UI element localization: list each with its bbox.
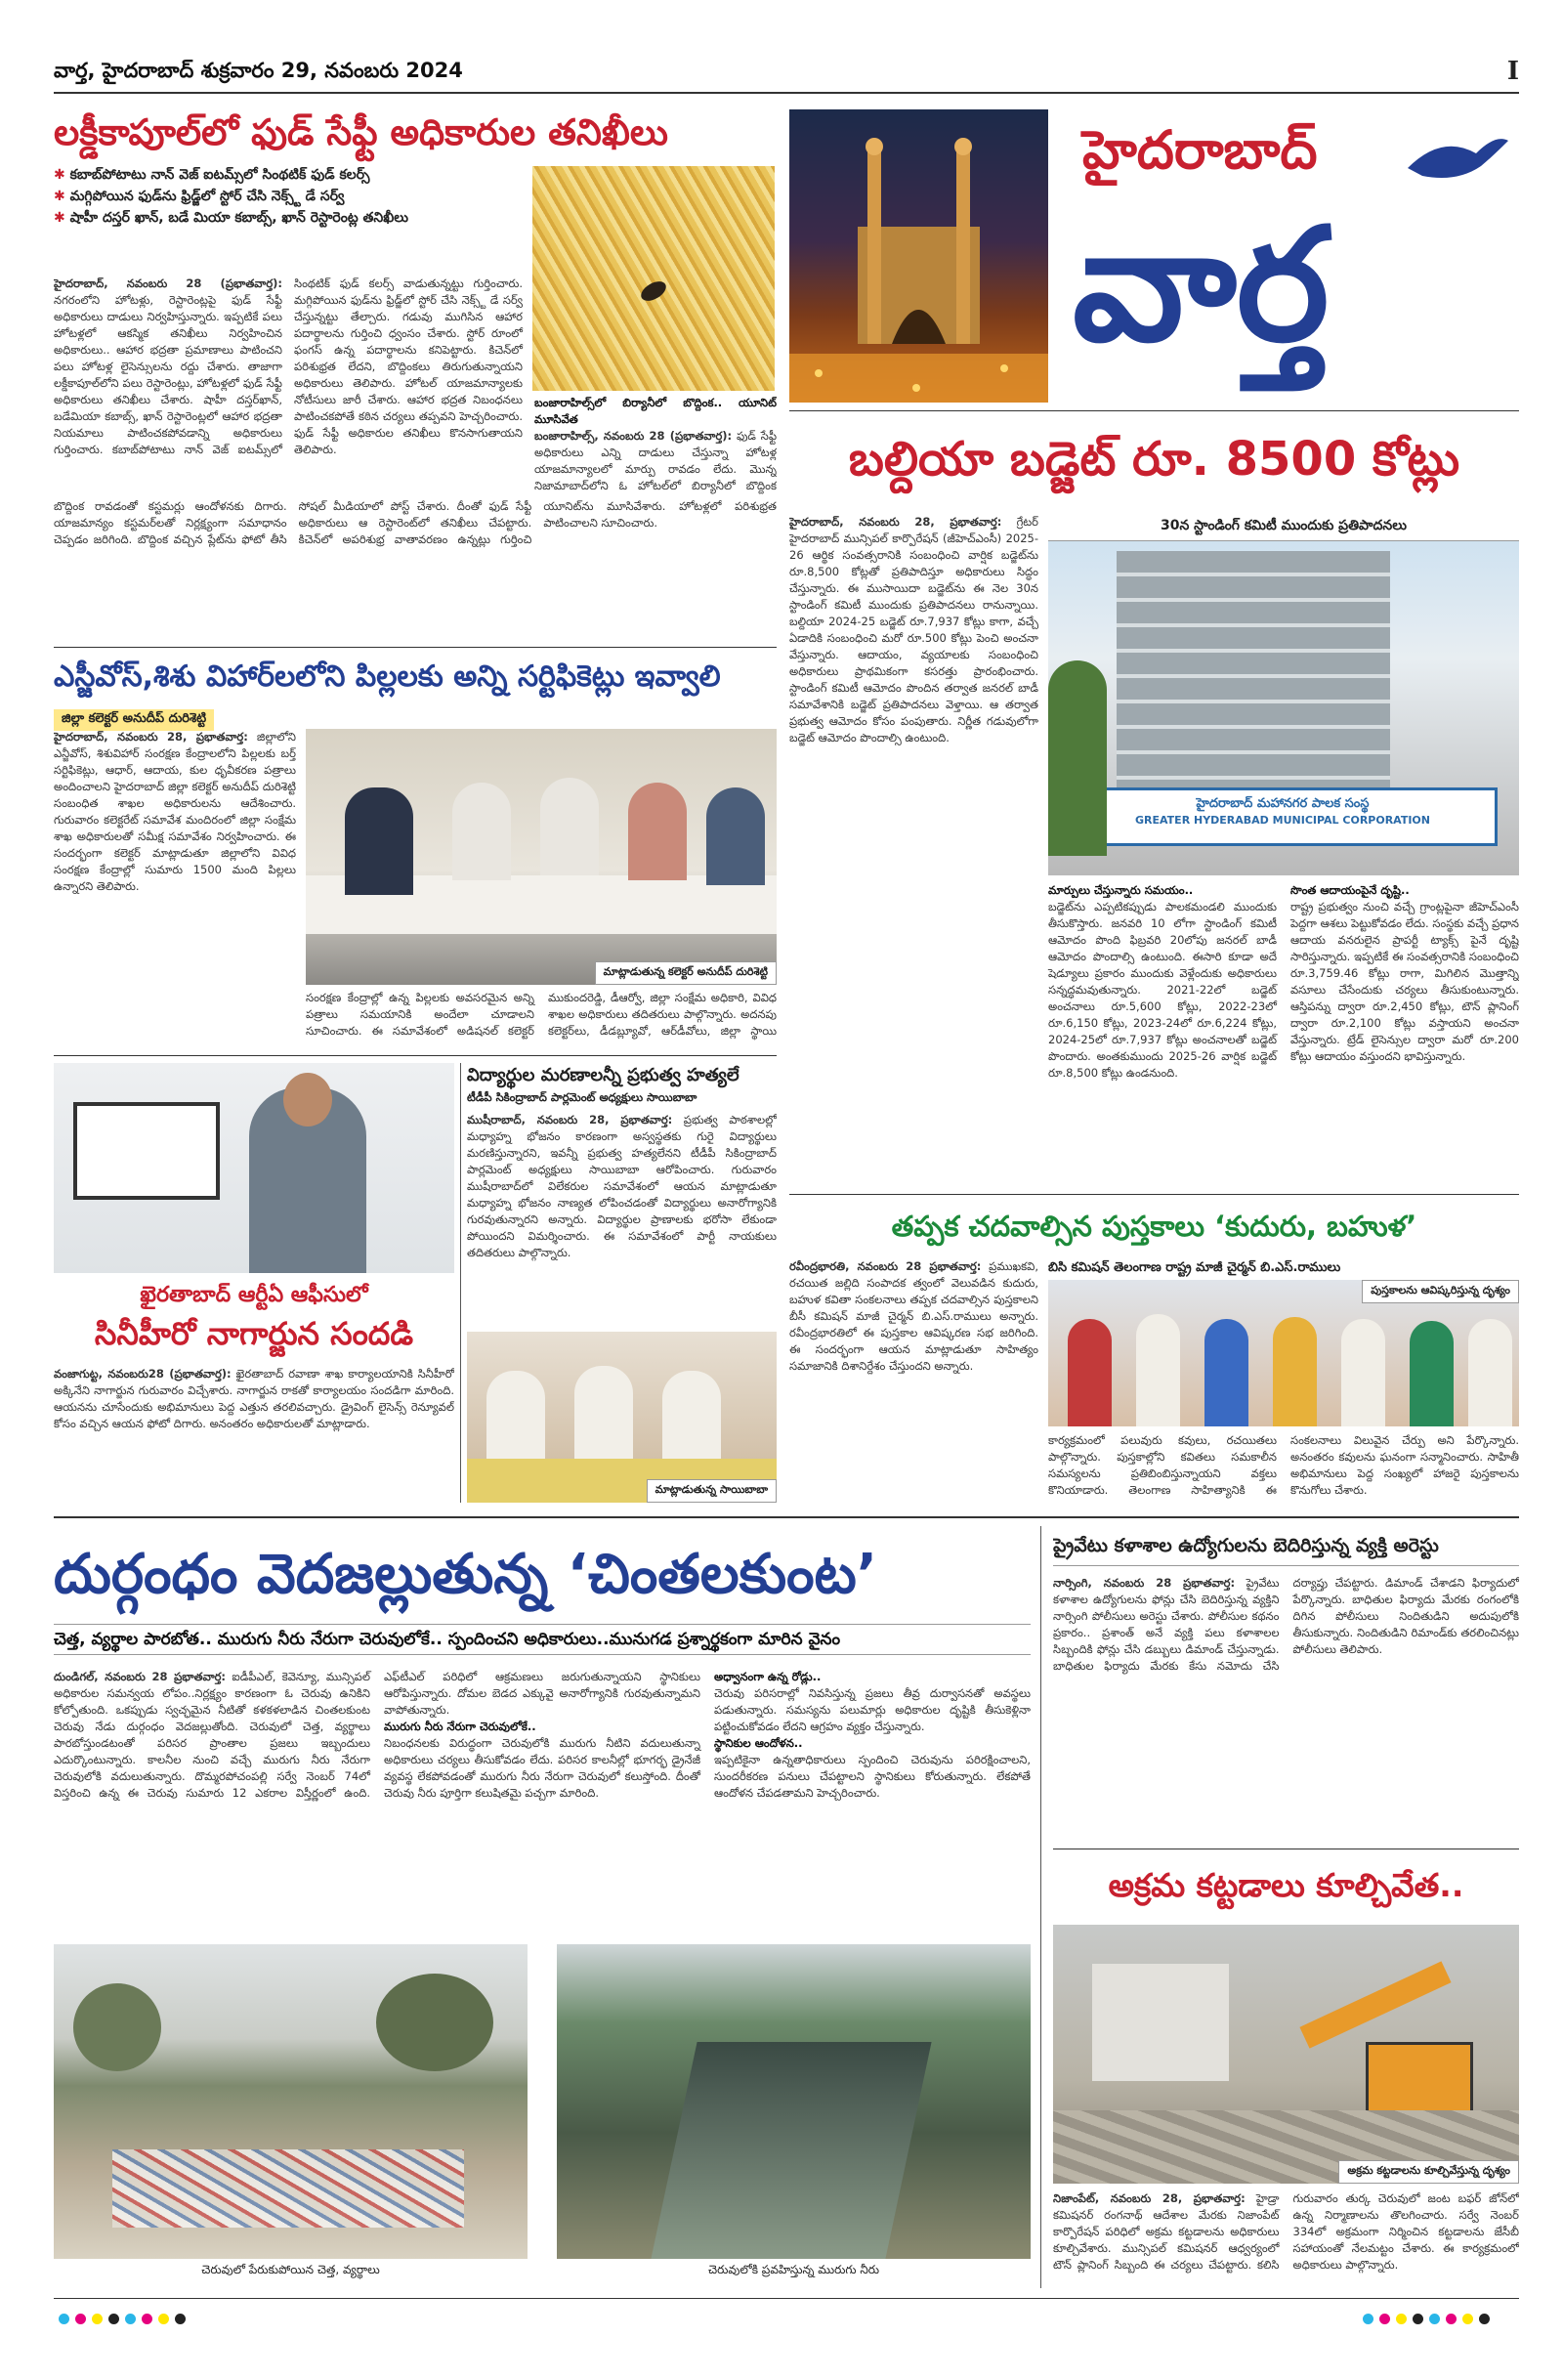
story-body: నిజాంపేట్, నవంబరు 28, ప్రభాతవార్త: హైడ్రా కమిషనర్ రంగనాథ్ ఆదేశాల మేరకు నిజాంపేట్ కార్పొరేషన్ పరిధిలో అక్రమ కట్టడాలను అధికారులు కూల్చివేశారు. మున్సిపల్ కమిషనర్ ఆధ్వర్యంలో టౌన్ ప్లానింగ్ సిబ్బంది ఈ చర్యలు చేపట్టారు. కలిసి గురువారం తుర్క చెరువులో జంట బఫర్ జోన్‌లో ఉన్న నిర్మాణాలను తొలగించారు. సర్వే నెంబర్ 334లో అక్రమంగా నిర్మించిన కట్టడాలను జేసీబీ సహాయంతో నేలమట్టం చేశారు. ఈ కార్యక్రమంలో అధికారులు పాల్గొన్నారు. [1053, 2191, 1519, 2272]
story-body: హైదరాబాద్, నవంబరు 28, ప్రభాతవార్త: జిల్లాలోని ఎన్జీవోస్, శిశువిహార్ సంరక్షణ కేంద్రాలలోని పిల్లలకు బర్త్ సర్టిఫికెట్లు, ఆధార్, ఆదాయ, కుల ధృవీకరణ పత్రాలు అందించాలని హైదరాబాద్ జిల్లా కలెక్టర్ అనుదీప్ దురిశెట్టి సంబంధిత శాఖల అధికారులను ఆదేశించారు. గురువారం కలెక్టరేట్ సమావేశ మందిరంలో జిల్లా సంక్షేమ శాఖ అధికారులతో సమీక్ష సమావేశం నిర్వహించారు. ఈ సందర్భంగా కలెక్టర్ మాట్లాడుతూ జిల్లాలోని వివిధ సంరక్షణ కేంద్రాల్లో సుమారు 1500 మంది పిల్లలు ఉన్నారని తెలిపారు. [54, 730, 296, 893]
headline: అక్రమ కట్టడాలు కూల్చివేత.. [1108, 1866, 1464, 1904]
color-register-left [59, 2310, 254, 2329]
caption-line-2: సినీహీరో నాగార్జున సందడి [94, 1315, 414, 1352]
photo-caption: అక్రమ కట్టడాలను కూల్చివేస్తున్న దృశ్యం [1338, 2160, 1519, 2184]
story-body: ముషీరాబాద్, నవంబరు 28, ప్రభాతవార్త: ప్రభుత్వ పాఠశాలల్లో మధ్యాహ్న భోజనం కారణంగా అస్వస్థతకు గురై విద్యార్థులు మరణిస్తున్నారని, ఇవన్నీ ప్రభుత్వ హత్యలేనని టీడీపీ సికింద్రాబాద్ పార్లమెంట్ అధ్యక్షులు సాయిబాబా ఆరోపించారు. గురువారం ముషీరాబాద్‌లో విలేకరుల సమావేశంలో ఆయన మాట్లాడుతూ మధ్యాహ్న భోజనం నాణ్యత లోపించడంతో విద్యార్థులు అనారోగ్యానికి గురవుతున్నారని అన్నారు. విద్యార్థుల ప్రాణాలకు భరోసా లేకుండా పోయిందని విమర్శించారు. ఈ సమావేశంలో పార్టీ నాయకులు తదితరులు పాల్గొన్నారు. [467, 1113, 777, 1259]
jcb-arm [1299, 1961, 1451, 2048]
story-body: రవీంద్రభారతి, నవంబరు 28 ప్రభాతవార్త: ప్రముఖకవి, రచయిత జల్లిది సంపాదక త్వంలో వెలువడిన కుదురు, బహుళ కవితా సంకలనాలు తప్పక చదవాల్సిన పుస్తకాలని బీసీ కమిషన్ మాజీ చైర్మన్ బి.ఎస్.రాములు అన్నారు. రవీంద్రభారతిలో ఈ పుస్తకాల ఆవిష్కరణ సభ జరిగింది. ఈ సందర్భంగా ఆయన మాట్లాడుతూ సాహిత్యం సమాజానికి దిశానిర్దేశం చేస్తుందని అన్నారు. [789, 1259, 1038, 1373]
story-body-lower: కార్యక్రమంలో పలువురు కవులు, రచయితలు పాల్గొన్నారు. పుస్తకాల్లోని కవితలు సమకాలీన సమస్యలను ప్రతిబింబిస్తున్నాయని వక్తలు కొనియాడారు. తెలంగాణ సాహిత్యానికి ఈ సంకలనాలు విలువైన చేర్పు అని పేర్కొన్నారు. అనంతరం కవులను ఘనంగా సన్మానించారు. సాహితీ అభిమానులు పెద్ద సంఖ్యలో హాజరై పుస్తకాలను కొనుగోలు చేశారు. [1048, 1433, 1519, 1497]
story-chintalakunta [54, 1526, 1031, 2288]
headline: లక్డీకాపూల్‌లో ఫుడ్ సేఫ్టీ అధికారుల తనిఖీలు [54, 111, 668, 153]
subhead: జిల్లా కలెక్టర్ అనుదీప్ దురిశెట్టి [54, 709, 214, 731]
rule [789, 410, 1519, 411]
rule [54, 647, 777, 648]
person [1341, 1319, 1385, 1426]
subhead: టీడీపీ సికింద్రాబాద్ పార్లమెంట్ అధ్యక్షులు సాయిబాబా [467, 1090, 697, 1104]
meeting-photo [306, 729, 777, 985]
person [1273, 1317, 1317, 1426]
register-dot [125, 2314, 136, 2324]
rule [789, 1194, 1519, 1195]
register-dot [175, 2314, 186, 2324]
cockroach-mark [638, 277, 669, 305]
story-food-safety [54, 109, 777, 495]
caption-line-1: ఖైరతాబాద్ ఆర్టీఏ ఆఫీసులో [140, 1283, 368, 1307]
headline: విద్యార్థుల మరణాలన్నీ ప్రభుత్వ హత్యలే [467, 1065, 739, 1085]
headline: ప్రైవేటు కళాశాల ఉద్యోగులను బెదిరిస్తున్న వ్యక్తి అరెస్టు [1053, 1526, 1519, 1566]
person [1468, 1319, 1512, 1426]
tree [376, 1974, 493, 2071]
register-dot [1379, 2314, 1390, 2324]
headline: తప్పక చదవాల్సిన పుస్తకాలు ‘కుదురు, బహుళ’ [891, 1210, 1417, 1243]
tree [73, 1983, 161, 2071]
nagarjuna-photo [54, 1063, 454, 1273]
story-body-lower: మార్పులు చేస్తున్నారు సమయం.. బడ్జెట్‌ను ఎప్పటికప్పుడు పాలకమండలి ముందుకు తీసుకొస్తారు. జనవరి 10 లోగా స్టాండింగ్ కమిటీ ఆమోదం పొంది ఫిబ్రవరి 20లోపు జనరల్ బాడీ ఆమోదం పొందాల్సి ఉంటుంది. ఈసారి కూడా అదే షెడ్యూలు ప్రకారం ముందుకు వెళ్లేందుకు అధికారులు సన్నద్ధమవుతున్నారు. 2021-22లో బడ్జెట్ అంచనాలు రూ.5,600 కోట్లు, 2022-23లో రూ.6,150 కోట్లు, 2023-24లో రూ.6,224 కోట్లు, 2024-25లో రూ.7,937 కోట్లు అంచనాలతో బడ్జెట్ పొందారు. అంతకుముందు 2025-26 వార్షిక బడ్జెట్ రూ.8,500 కోట్లు ఉండనుంది. సొంత ఆదాయంపైనే దృష్టి.. రాష్ట్ర ప్రభుత్వం నుంచి వచ్చే గ్రాంట్లపైనా జీహెచ్ఎంసీ పెద్దగా ఆశలు పెట్టుకోవడం లేదు. సంస్థకు వచ్చే ప్రధాన ఆదాయ వనరులైన ప్రాపర్టీ ట్యాక్స్ పైనే దృష్టి సారిస్తున్నారు. ఇప్పటికే ఈ సంవత్సరానికి సంబంధించి రూ.3,759.46 కోట్లు రాగా, మిగిలిన మొత్తాన్ని వసూలు చేసేందుకు చర్యలు తీసుకుంటున్నారు. ఆస్తిపన్ను ద్వారా రూ.2,450 కోట్లు, టౌన్ ప్లానింగ్ ద్వారా రూ.2,100 కోట్లు వస్తాయని అంచనా వేస్తున్నారు. ట్రేడ్ లైసెన్సుల ద్వారా మరో రూ.200 కోట్లు ఆదాయం వస్తుందని భావిస్తున్నారు. [1048, 883, 1519, 1080]
story-body: వంజాగుట్ట, నవంబరు28 (ప్రభాతవార్త): ఖైరతాబాద్ రవాణా శాఖ కార్యాలయానికి సినీహీరో అక్కినేని నాగార్జున గురువారం విచ్చేశారు. నాగార్జున రాకతో కార్యాలయం సందడిగా మారింది. ఆయనను చూసేందుకు అభిమానులు పెద్ద ఎత్తున తరలివచ్చారు. డ్రైవింగ్ లైసెన్స్ రెన్యూవల్ కోసం వచ్చిన ఆయన ఫోటో దిగారు. అనంతరం అధికారులతో మాట్లాడారు. [54, 1367, 454, 1430]
person [1410, 1321, 1454, 1426]
building-sign: హైదరాబాద్ మహానగర పాలక సంస్థ GREATER HYDERABAD MUNICIPAL CORPORATION [1068, 787, 1498, 846]
footer-rule [54, 2298, 1519, 2299]
person [706, 787, 765, 885]
masthead-city: హైదరాబాద్ [1082, 119, 1318, 181]
photo-caption: 30న స్టాండింగ్ కమిటీ ముందుకు ప్రతిపాదనలు [1048, 514, 1519, 541]
person-head [283, 1073, 332, 1126]
color-register-right [1363, 2310, 1558, 2329]
subhead: బిసి కమిషన్ తెలంగాణ రాష్ట్ర మాజీ చైర్మన్ బి.ఎస్.రాములు [1048, 1260, 1341, 1275]
photo-caption: మాట్లాడుతున్న కలెక్టర్ అనుదీప్ దురిశెట్టి [595, 961, 777, 985]
lake-garbage-photo [54, 1944, 528, 2259]
story-body-right: బంజారాహిల్స్‌లో బిర్యానీలో బొద్దింక.. యూనిట్ మూసివేత బంజారాహిల్స్, నవంబరు 28 (ప్రభాతవార్త): ఫుడ్ సేఫ్టీ అధికారులు ఎన్ని దాడులు చేస్తున్నా హోటళ్ల యాజమాన్యాలలో మార్పు రావడం లేదు. మొన్న నిజామాబాద్‌లోని ఓ హోటల్‌లో బిర్యానీలో బొద్దింక [534, 396, 777, 492]
register-dot [1363, 2314, 1373, 2324]
charminar-photo [789, 109, 1048, 403]
dove-icon [1403, 129, 1510, 188]
person [1204, 1319, 1248, 1426]
masthead-name: వార్త [1073, 193, 1330, 376]
register-dot [75, 2314, 86, 2324]
rule [54, 1055, 777, 1056]
folio-text: వార్త, హైదరాబాద్ శుక్రవారం 29, నవంబరు 2024 [54, 59, 463, 82]
register-dot [108, 2314, 119, 2324]
photo-caption: పుస్తకాలను ఆవిష్కరిస్తున్న దృశ్యం [1362, 1280, 1519, 1303]
person [452, 783, 511, 880]
story-books [789, 1202, 1519, 1505]
register-dot [158, 2314, 169, 2324]
book-launch-photo [1048, 1280, 1519, 1426]
register-dot [1446, 2314, 1457, 2324]
story-body-lower: సంరక్షణ కేంద్రాల్లో ఉన్న పిల్లలకు అవసరమైన అన్ని పత్రాలు సమయానికి అందేలా చూడాలని సూచించారు. ఈ సమావేశంలో అడిషనల్ కలెక్టర్ ముకుందరెడ్డి, డీఆర్వో, జిల్లా సంక్షేమ అధికారి, వివిధ శాఖల అధికారులు తదితరులు పాల్గొన్నారు. అదనపు కలెక్టర్‌లు, డీడబ్ల్యూవో, ఆర్‌డీవోలు, జిల్లా స్థాయి [306, 991, 777, 1038]
headline: ఎస్జీవోస్,శిశు విహార్‌లలోని పిల్లలకు అన్ని సర్టిఫికెట్లు ఇవ్వాలి [54, 659, 721, 694]
register-dot [1413, 2314, 1423, 2324]
story-body: నార్సింగి, నవంబరు 28 ప్రభాతవార్త: ప్రైవేటు కళాశాల ఉద్యోగులను ఫోన్లు చేసి బెదిరిస్తున్న వ్యక్తిని నార్సింగి పోలీసులు అరెస్టు చేశారు. పోలీసుల కథనం ప్రకారం.. ప్రశాంత్ అనే వ్యక్తి పలు కళాశాలల సిబ్బందికి ఫోన్లు చేసి డబ్బులు డిమాండ్ చేస్తున్నాడు. బాధితుల ఫిర్యాదు మేరకు కేసు నమోదు చేసి దర్యాప్తు చేపట్టారు. డిమాండ్ చేశాడని ఫిర్యాదులో పేర్కొన్నారు. బాధితుల ఫిర్యాదు మేరకు రంగంలోకి దిగిన పోలీసులు నిందితుడిని అదుపులోకి తీసుకున్నారు. నిందితుడిని రిమాండ్‌కు తరలించినట్లు పోలీసులు తెలిపారు. [1053, 1576, 1519, 1673]
page-number: I [1506, 57, 1519, 86]
photo1-caption: చెరువులో పేరుకుపోయిన చెత్త, వ్యర్థాలు [201, 2263, 380, 2276]
ghmc-building-photo [1048, 514, 1519, 875]
person [1136, 1314, 1180, 1426]
person [1068, 1319, 1112, 1426]
story-arrest [1053, 1526, 1519, 1853]
register-dot [142, 2314, 152, 2324]
folio-line [54, 57, 1519, 90]
register-dot [1396, 2314, 1407, 2324]
demolition-photo [1053, 1925, 1519, 2184]
story-body: హైదరాబాద్, నవంబరు 28, ప్రభాతవార్త: గ్రేటర్ హైదరాబాద్ మున్సిపల్ కార్పొరేషన్ (జీహెచ్ఎంసీ) 2025-26 ఆర్థిక సంవత్సరానికి సంబంధించి వార్షిక బడ్జెట్‌ను రూ.8,500 కోట్లతో ప్రతిపాదిస్తూ అధికారులు సిద్ధం చేస్తున్నారు. ఈ ముసాయిదా బడ్జెట్‌ను ఈ నెల 30న స్టాండింగ్ కమిటీ ముందుకు ప్రతిపాదనలు రానున్నాయి. బల్దియా 2024-25 బడ్జెట్ రూ.7,937 కోట్లు కాగా, వచ్చే ఏడాదికి సంబంధించి మరో రూ.500 కోట్లు పెంచి అంచనా వేస్తున్నారు. ఆదాయం, వ్యయాలకు సంబంధించి అధికారులు ప్రాథమికంగా కసరత్తు ప్రారంభించారు. స్టాండింగ్ కమిటీ ఆమోదం పొందిన తర్వాత జనరల్ బాడీ సమావేశానికి బడ్జెట్ ప్రతిపాదనలు వెళ్తాయి. ఆ తర్వాత ప్రభుత్వ ఆమోదం కోసం పంపుతారు. నిర్ణీత గడువులోగా బడ్జెట్ ఆమోదం పొందాల్సి ఉంటుంది. [789, 515, 1038, 744]
jcb-body [1366, 2042, 1473, 2120]
column-rule [1040, 1526, 1041, 2288]
story-body: దుండిగల్, నవంబరు 28 ప్రభాతవార్త: ఐడీపీఎల్, కెవెన్యూ, మున్సిపల్ అధికారుల సమన్వయ లోపం..నిర్లక్ష్యం కారణంగా ఓ చెరువు ఉనికిని కోల్పోతుంది. ఒకప్పుడు స్వచ్ఛమైన నీటితో కళకళలాడిన చింతలకుంట చెరువు నేడు దుర్గంధం వెదజల్లుతోంది. చెరువులో చెత్త, వ్యర్థాలు పారబోస్తుండటంతో పరిసర ప్రాంతాల ప్రజలు ఇబ్బందులు ఎదుర్కొంటున్నారు. కాలనీల నుంచి వచ్చే మురుగు నీరు నేరుగా చెరువులోకి వదులుతున్నారు. దొమ్మరపోచంపల్లి సర్వే నెంబర్ 74లో విస్తరించి ఉన్న ఈ చెరువు సుమారు 12 ఎకరాల విస్తీర్ణంలో ఉంది. ఎఫ్‌టీఎల్ పరిధిలో ఆక్రమణలు జరుగుతున్నాయని స్థానికులు ఆరోపిస్తున్నారు. దోమల బెడద ఎక్కువై అనారోగ్యానికి గురవుతున్నామని వాపోతున్నారు. మురుగు నీరు నేరుగా చెరువులోకే.. నిబంధనలకు విరుద్ధంగా చెరువులోకి మురుగు నీటిని వదులుతున్నా అధికారులు చర్యలు తీసుకోవడం లేదు. పరిసర కాలనీల్లో భూగర్భ డ్రైనేజీ వ్యవస్థ లేకపోవడంతో మురుగు నీరు నేరుగా చెరువులో కలుస్తోంది. దీంతో చెరువు నీరు పూర్తిగా కలుషితమై పచ్చగా మారింది. అధ్వానంగా ఉన్న రోడ్లు.. చెరువు పరిసరాల్లో నివసిస్తున్న ప్రజలు తీవ్ర దుర్వాసనతో అవస్థలు పడుతున్నారు. సమస్యను పలుమార్లు అధికారుల దృష్టికి తీసుకెళ్లినా పట్టించుకోవడం లేదని ఆగ్రహం వ్యక్తం చేస్తున్నారు. స్థానికుల ఆందోళన.. ఇప్పటికైనా ఉన్నతాధికారులు స్పందించి చెరువును పరిరక్షించాలని, సుందరీకరణ పనులు చేపట్టాలని స్థానికులు కోరుతున్నారు. లేకపోతే ఆందోళన చేపడతామని హెచ్చరించారు. [54, 1670, 1031, 1800]
sewage-photo [557, 1944, 1031, 2259]
headline: బల్దియా బడ్జెట్ రూ. 8500 కోట్లు [848, 432, 1460, 487]
story1-continued: బొద్దింక రావడంతో కస్టమర్లు ఆందోళనకు దిగారు. యాజమాన్యం కస్టమర్‌లతో నిర్లక్ష్యంగా సమాధానం చెప్పడం జరిగింది. బొద్దింక వచ్చిన ప్లేట్‌ను ఫోటో తీసి సోషల్ మీడియాలో పోస్ట్ చేశారు. దీంతో ఫుడ్ సేఫ్టీ అధికారులు ఆ రెస్టారెంట్‌లో తనిఖీలు చేపట్టారు. కిచెన్‌లో అపరిశుభ్ర వాతావరణం ఉన్నట్లు గుర్తించి యూనిట్‌ను మూసివేశారు. హోటళ్లలో పరిశుభ్రత పాటించాలని సూచించారు. [54, 499, 777, 546]
rice-photo [532, 166, 775, 391]
register-dot [1462, 2314, 1473, 2324]
sewage-stream [651, 2042, 931, 2259]
wall [1092, 1964, 1229, 2081]
rule [54, 1516, 1519, 1518]
masthead [789, 109, 1519, 403]
story-demolition [1053, 1856, 1519, 2288]
story-nagarjuna [54, 1063, 454, 1503]
building [1117, 551, 1390, 805]
photo2-caption: చెరువులోకి ప్రవహిస్తున్న మురుగు నీరు [707, 2263, 880, 2276]
deck: చెత్త, వ్యర్థాల పారబోత.. మురుగు నీరు నేరుగా చెరువులోకే.. స్పందించని అధికారులు..మునుగడ ప్రశ్నార్థకంగా మారిన వైనం [54, 1624, 1031, 1655]
header-rule [54, 92, 1519, 94]
story-ghmc-budget [789, 418, 1519, 1190]
garbage [112, 2149, 464, 2228]
register-dot [59, 2314, 69, 2324]
bullet: ✱ కబాబ్‌పోటాటు నాన్ వెజ్ ఐటమ్స్‌లో సింథటిక్ ఫుడ్ కలర్స్ [54, 167, 370, 183]
register-dot [1479, 2314, 1490, 2324]
bullet: ✱ షాహీ దస్తర్ ఖాన్, బడే మియా కబాబ్స్, ఖాన్ రెస్టారెంట్ల తనిఖీలు [54, 210, 408, 226]
charminar-icon [789, 109, 1048, 403]
bullet: ✱ మగ్గిపోయిన ఫుడ్‌ను ఫ్రిడ్జ్‌లో స్టోర్ చేసి నెక్స్ట్ డే సర్వ్ [54, 189, 345, 204]
person [540, 778, 599, 875]
story-ngo-certificates [54, 653, 777, 1048]
story-body: హైదరాబాద్, నవంబరు 28 (ప్రభాతవార్త): నగరంలోని హోటళ్లు, రెస్టారెంట్లపై ఫుడ్ సేఫ్టీ అధికారులు దాడులు నిర్వహిస్తున్నారు. ఇప్పటికే పలు హోటళ్లలో ఆకస్మిక తనిఖీలు నిర్వహించిన అధికారులు.. ఆహార భద్రతా ప్రమాణాలు పాటించని పలు హోటళ్ల లైసెన్సులను రద్దు చేశారు. తాజాగా లక్డీకాపూల్‌లోని పలు రెస్టారెంట్లు, హోటళ్లలో ఫుడ్ సేఫ్టీ అధికారులు తనిఖీలు చేశారు. షాహీ దస్తర్‌ఖాన్, బడేమియా కబాబ్స్, ఖాన్ రెస్టారెంట్లలో ఆహార భద్రతా నియమాలు పాటించకపోవడాన్ని అధికారులు గుర్తించారు. కబాబ్‌పోటాటు నాన్ వెజ్ ఐటమ్స్‌లో సింథటిక్ ఫుడ్ కలర్స్ వాడుతున్నట్టు గుర్తించారు. మగ్గిపోయిన ఫుడ్‌ను ఫ్రిడ్జ్‌లో స్టోర్ చేసి నెక్స్ట్ డే సర్వ్ చేస్తున్నట్టు తేల్చారు. గడువు ముగిసిన ఆహార పదార్థాలను గుర్తించి ధ్వంసం చేశారు. స్టోర్ రూంలో ఫంగస్ ఉన్న పదార్థాలను కనిపెట్టారు. కిచెన్‌లో పరిశుభ్రత లేదని, బొద్దింకలు తిరుగుతున్నాయని అధికారులు తెలిపారు. హోటల్ యాజమాన్యాలకు నోటీసులు జారీ చేశారు. ఆహార భద్రత నిబంధనలు పాటించకపోతే కఠిన చర్యలు తప్పవని హెచ్చరించారు. ఫుడ్ సేఫ్టీ అధికారుల తనిఖీలు కొనసాగుతాయని తెలిపారు. [54, 276, 523, 456]
headline: దుర్గంధం వెదజల్లుతున్న ‘చింతలకుంట’ [54, 1543, 878, 1606]
story-student-deaths [467, 1063, 777, 1503]
bullet-list [54, 164, 523, 229]
column-rule [460, 1063, 461, 1503]
register-dot [1429, 2314, 1440, 2324]
photo-caption: మాట్లాడుతున్న సాయిబాబా [647, 1479, 777, 1503]
register-dot [92, 2314, 103, 2324]
person [345, 787, 413, 895]
tree [1048, 660, 1107, 856]
press-meet-photo [467, 1332, 777, 1503]
person [574, 1366, 633, 1473]
person [628, 783, 687, 880]
monitor [73, 1102, 220, 1200]
